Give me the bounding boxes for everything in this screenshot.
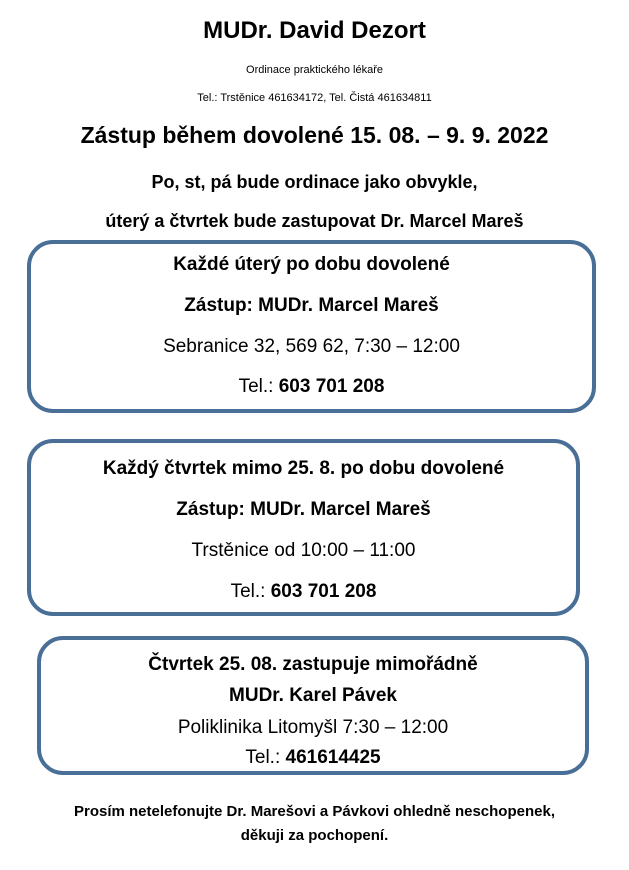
box3-address: Poliklinika Litomyšl 7:30 – 12:00 — [177, 717, 449, 738]
box1-address: Sebranice 32, 569 62, 7:30 – 12:00 — [163, 336, 460, 357]
notice-line-2: úterý a čtvrtek bude zastupovat Dr. Marcel Mareš — [105, 211, 524, 231]
box3-tel-number: 461614425 — [285, 747, 381, 768]
phone-numbers: Tel.: Trstěnice 461634172, Tel. Čistá 461634811 — [197, 92, 432, 104]
practice-type: Ordinace praktického lékaře — [246, 64, 383, 76]
footer-line-1: Prosím netelefonujte Dr. Marešovi a Pávkovi ohledně neschopenek, — [74, 803, 555, 820]
box2-tel — [31, 581, 576, 603]
extraordinary-substitute-box — [37, 636, 589, 775]
box2-substitute: Zástup: MUDr. Marcel Mareš — [176, 499, 431, 520]
thursday-substitute-box — [27, 439, 580, 616]
box1-heading: Každé úterý po dobu dovolené — [173, 254, 450, 275]
tuesday-substitute-box — [27, 240, 596, 413]
box3-tel-label: Tel.: — [245, 747, 281, 768]
notice-title: Zástup během dovolené 15. 08. – 9. 9. 2022 — [80, 122, 549, 148]
footer-line-2: děkuji za pochopení. — [240, 827, 389, 844]
doctor-name: MUDr. David Dezort — [203, 17, 426, 44]
box2-tel-label: Tel.: — [230, 581, 266, 602]
box2-heading: Každý čtvrtek mimo 25. 8. po dobu dovolené — [102, 458, 505, 479]
box1-substitute: Zástup: MUDr. Marcel Mareš — [184, 295, 439, 316]
notice-line-1: Po, st, pá bude ordinace jako obvykle, — [151, 172, 478, 192]
box1-tel — [31, 376, 592, 398]
box1-tel-number: 603 701 208 — [278, 376, 385, 397]
box2-tel-number: 603 701 208 — [270, 581, 377, 602]
box3-heading: Čtvrtek 25. 08. zastupuje mimořádně — [148, 654, 478, 675]
box1-tel-label: Tel.: — [238, 376, 274, 397]
box2-address: Trstěnice od 10:00 – 11:00 — [191, 540, 416, 561]
box3-doctor: MUDr. Karel Pávek — [229, 685, 397, 706]
box3-tel — [41, 747, 585, 769]
